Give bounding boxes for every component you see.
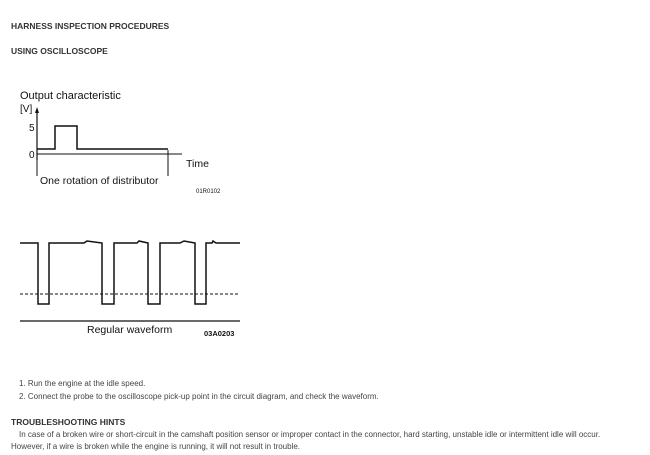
output-signal-line (37, 126, 168, 149)
figure1-title: Output characteristic (20, 90, 121, 102)
regular-waveform-figure (20, 241, 240, 338)
hint-line-2: However, if a wire is broken while the engine is running, it will not result in trouble. (11, 442, 301, 451)
hints-title: TROUBLESHOOTING HINTS (11, 417, 126, 427)
step-1: 1. Run the engine at the idle speed. (19, 379, 146, 388)
page-title: HARNESS INSPECTION PROCEDURES (11, 21, 170, 31)
step-2: 2. Connect the probe to the oscilloscope pick-up point in the circuit diagram, and check the waveform. (19, 392, 379, 401)
output-characteristic-figure (20, 90, 221, 195)
y-tick-0: 0 (29, 150, 35, 161)
x-axis-label: Time (186, 158, 209, 170)
section-title: USING OSCILLOSCOPE (11, 46, 108, 56)
figure2-caption: Regular waveform (87, 324, 173, 336)
regular-waveform-line (20, 241, 240, 304)
figure1-code: 01R0102 (196, 189, 221, 195)
figure2-code: 03A0203 (204, 329, 235, 338)
hint-line-1: In case of a broken wire or short-circuit in the camshaft position sensor or improper contact in the connector, hard starting, unstable idle or intermittent idle will occur. (19, 430, 601, 439)
y-axis-unit: [V] (20, 104, 33, 115)
y-tick-5: 5 (29, 123, 35, 134)
figure1-caption: One rotation of distributor (40, 175, 159, 187)
